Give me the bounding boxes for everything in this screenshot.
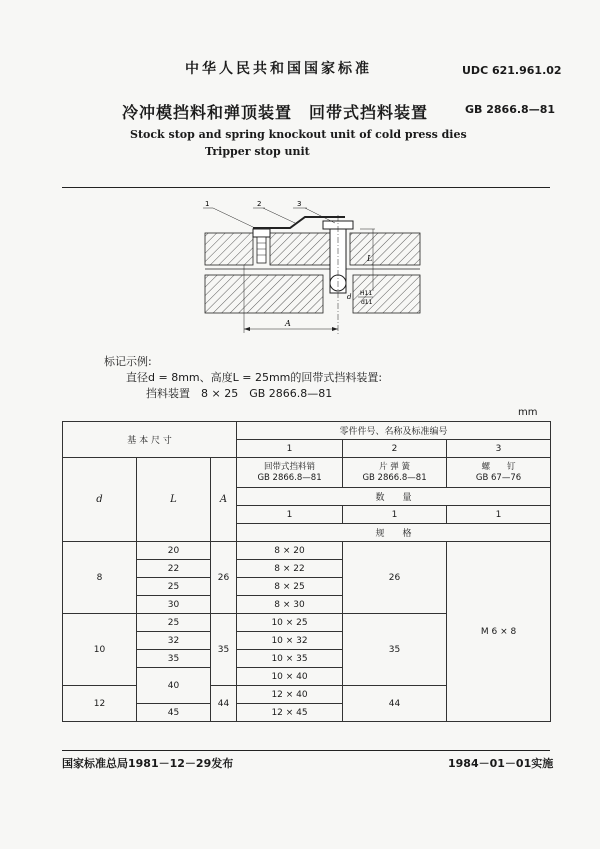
- document-title-en-line2: Tripper stop unit: [205, 145, 310, 158]
- part-1-name: 回带式挡料销 GB 2866.8—81: [237, 458, 343, 488]
- cell-L: 25: [137, 614, 211, 632]
- cell-d: 8: [63, 542, 137, 614]
- cell-spring-spec: 44: [343, 686, 447, 722]
- cell-L: 22: [137, 560, 211, 578]
- cell-L: 40: [137, 668, 211, 704]
- die-plate-right: [350, 233, 420, 265]
- assembly-drawing: [195, 195, 455, 345]
- parts-header: 零件件号、名称及标准编号: [237, 422, 551, 440]
- cell-pin-spec: 8 × 22: [237, 560, 343, 578]
- cell-pin-spec: 8 × 30: [237, 596, 343, 614]
- cell-d: 12: [63, 686, 137, 722]
- col-L-header: L: [137, 458, 211, 542]
- part-3-name: 螺 钉 GB 67—76: [447, 458, 551, 488]
- callout-2: 2: [257, 200, 262, 208]
- dim-d-label: d: [347, 293, 352, 301]
- cell-A: 35: [211, 614, 237, 686]
- screw-head: [253, 229, 270, 237]
- cell-pin-spec: 10 × 32: [237, 632, 343, 650]
- cell-L: 25: [137, 578, 211, 596]
- die-plate-middle: [270, 233, 330, 265]
- cell-pin-spec: 8 × 20: [237, 542, 343, 560]
- cell-spring-spec: 26: [343, 542, 447, 614]
- udc-code: UDC 621.961.02: [462, 64, 562, 77]
- example-line-2: 挡料装置 8 × 25 GB 2866.8—81: [146, 387, 333, 400]
- cell-A: 44: [211, 686, 237, 722]
- callout-1: 3: [297, 200, 302, 208]
- basic-dimensions-header: 基 本 尺 寸: [63, 422, 237, 458]
- quantity-part-1: 1: [237, 506, 343, 524]
- spec-label: 规 格: [237, 524, 551, 542]
- cell-pin-spec: 12 × 40: [237, 686, 343, 704]
- dim-L-label: L: [367, 254, 373, 263]
- quantity-label: 数 量: [237, 488, 551, 506]
- cell-L: 30: [137, 596, 211, 614]
- specification-table: [62, 421, 551, 722]
- quantity-part-2: 1: [343, 506, 447, 524]
- lower-plate-left: [205, 275, 323, 313]
- footer-divider: [62, 750, 550, 751]
- cell-spring-spec: 35: [343, 614, 447, 686]
- issuer-title: 中华人民共和国国家标准: [185, 61, 372, 77]
- cell-L: 32: [137, 632, 211, 650]
- cell-pin-spec: 10 × 25: [237, 614, 343, 632]
- part-number-3: 3: [447, 440, 551, 458]
- part-number-1: 1: [237, 440, 343, 458]
- table-row: [63, 542, 551, 560]
- issue-date: 国家标准总局1981－12－29发布: [62, 757, 234, 770]
- unit-label: mm: [518, 407, 538, 418]
- cell-d: 10: [63, 614, 137, 686]
- cell-pin-spec: 10 × 40: [237, 668, 343, 686]
- example-line-1: 直径d = 8mm、高度L = 25mm的回带式挡料装置:: [126, 371, 383, 384]
- header-divider: [62, 187, 550, 188]
- document-title-en-line1: Stock stop and spring knockout unit of cold press dies: [130, 128, 467, 141]
- cell-pin-spec: 12 × 45: [237, 704, 343, 722]
- part-2-name: 片 弹 簧 GB 2866.8—81: [343, 458, 447, 488]
- effective-date: 1984－01－01实施: [448, 757, 554, 770]
- standard-number: GB 2866.8—81: [465, 103, 555, 116]
- fit-H11: H11: [360, 290, 373, 297]
- cell-screw-spec: M 6 × 8: [447, 542, 551, 722]
- dim-A-label: A: [285, 319, 291, 328]
- cell-L: 35: [137, 650, 211, 668]
- cell-pin-spec: 10 × 35: [237, 650, 343, 668]
- part-number-2: 2: [343, 440, 447, 458]
- quantity-part-3: 1: [447, 506, 551, 524]
- col-A-header: A: [211, 458, 237, 542]
- cell-A: 26: [211, 542, 237, 614]
- fit-d11: d11: [361, 299, 373, 306]
- col-d-header: d: [63, 458, 137, 542]
- document-title-cn: 冷冲模挡料和弹顶装置 回带式挡料装置: [122, 103, 429, 122]
- callout-3: 1: [205, 200, 210, 208]
- screw-shank: [257, 237, 266, 263]
- die-plate-left: [205, 233, 253, 265]
- cell-pin-spec: 8 × 25: [237, 578, 343, 596]
- example-label: 标记示例:: [104, 355, 152, 368]
- cell-L: 20: [137, 542, 211, 560]
- cell-L: 45: [137, 704, 211, 722]
